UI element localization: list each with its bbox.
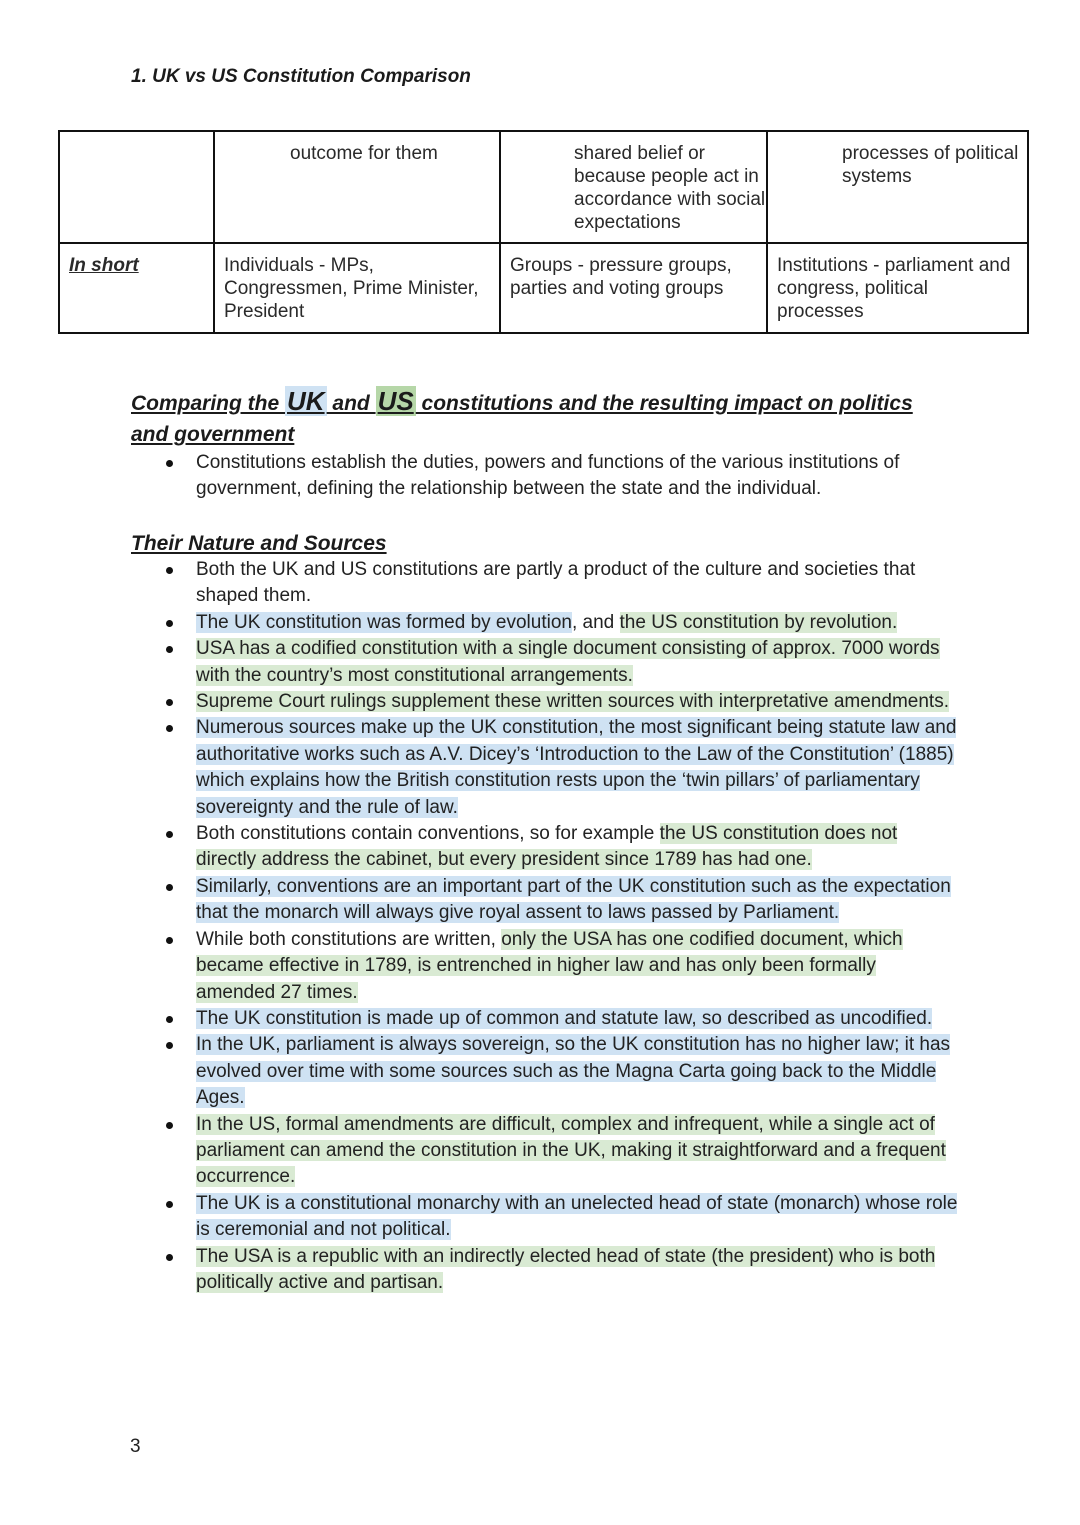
list-item: Similarly, conventions are an important part of the UK constitution such as the expectation that the monarch will always give royal assent to laws passed by Parliament.	[160, 874, 960, 927]
section-heading-comparing: Comparing the UK and US constitutions and the resulting impact on politics and government	[131, 386, 913, 446]
table-cell	[59, 243, 214, 333]
table-cell	[59, 131, 214, 243]
row-label-in-short: In short	[69, 255, 139, 276]
list-item: Constitutions establish the duties, powers and functions of the various institutions of government, defining the relationship between the state and the individual.	[160, 450, 950, 503]
table-cell	[767, 131, 1028, 243]
list-item: USA has a codified constitution with a single document consisting of approx. 7000 words with the country’s most constitutional arrangements.	[160, 636, 960, 689]
table-cell	[214, 131, 500, 243]
intro-bullet-list	[160, 450, 950, 503]
uk-highlight: UK	[287, 386, 325, 416]
table-cell	[500, 131, 767, 243]
table-cell	[214, 243, 500, 333]
cell-text: processes of political systems	[842, 143, 1019, 187]
list-item: In the UK, parliament is always sovereign, so the UK constitution has no higher law; it has evolved over time with some sources such as the Magna Carta going back to the Middle Ages.	[160, 1032, 960, 1111]
cell-text: outcome for them	[290, 143, 438, 164]
bullet-icon	[166, 646, 173, 653]
bullet-icon	[166, 1201, 173, 1208]
list-item: The UK constitution is made up of common and statute law, so described as uncodified.	[160, 1006, 960, 1032]
list-item: The USA is a republic with an indirectly elected head of state (the president) who is both politically active and partisan.	[160, 1244, 960, 1297]
table-row	[59, 131, 1028, 243]
bullet-icon	[166, 937, 173, 944]
table-row	[59, 243, 1028, 333]
comparison-table	[58, 130, 1029, 334]
list-item: While both constitutions are written, only the USA has one codified document, which became effective in 1789, is entrenched in higher law and has only been formally amended 27 times.	[160, 927, 960, 1006]
us-highlight: US	[377, 386, 414, 416]
cell-text: Individuals - MPs, Congressmen, Prime Minister, President	[224, 255, 479, 322]
nature-bullet-list	[160, 557, 960, 1296]
list-item: Supreme Court rulings supplement these written sources with interpretative amendments.	[160, 689, 960, 715]
list-item: Both constitutions contain conventions, so for example the US constitution does not directly address the cabinet, but every president since 1789 has had one.	[160, 821, 960, 874]
list-item: Both the UK and US constitutions are partly a product of the culture and societies that shaped them.	[160, 557, 960, 610]
bullet-icon	[166, 699, 173, 706]
list-item: Numerous sources make up the UK constitution, the most significant being statute law and authoritative works such as A.V. Dicey’s ‘Introduction to the Law of the Constitution’ (1885) which explains how the British constitution rests upon the ‘twin pillars’ of parliamentary sovereignty and the rule of law.	[160, 715, 960, 821]
bullet-icon	[166, 567, 173, 574]
list-item: In the US, formal amendments are difficult, complex and infrequent, while a single act of parliament can amend the constitution in the UK, making it straightforward and a frequent occurrence.	[160, 1112, 960, 1191]
cell-text: Institutions - parliament and congress, political processes	[777, 255, 1011, 322]
list-item: The UK is a constitutional monarchy with an unelected head of state (monarch) whose role is ceremonial and not political.	[160, 1191, 960, 1244]
table-cell	[500, 243, 767, 333]
bullet-icon	[166, 1254, 173, 1261]
cell-text: shared belief or because people act in accordance with social expectations	[574, 143, 766, 233]
table-cell	[767, 243, 1028, 333]
bullet-icon	[166, 884, 173, 891]
document-title: 1. UK vs US Constitution Comparison	[131, 66, 471, 87]
bullet-icon	[166, 725, 173, 732]
bullet-icon	[166, 1122, 173, 1129]
bullet-icon	[166, 831, 173, 838]
bullet-icon	[166, 620, 173, 627]
bullet-icon	[166, 1042, 173, 1049]
bullet-icon	[166, 460, 173, 467]
cell-text: Groups - pressure groups, parties and voting groups	[510, 255, 732, 299]
list-item: The UK constitution was formed by evolution, and the US constitution by revolution.	[160, 610, 960, 636]
section-heading-nature-sources: Their Nature and Sources	[131, 532, 387, 555]
bullet-icon	[166, 1016, 173, 1023]
page-number: 3	[130, 1436, 141, 1457]
